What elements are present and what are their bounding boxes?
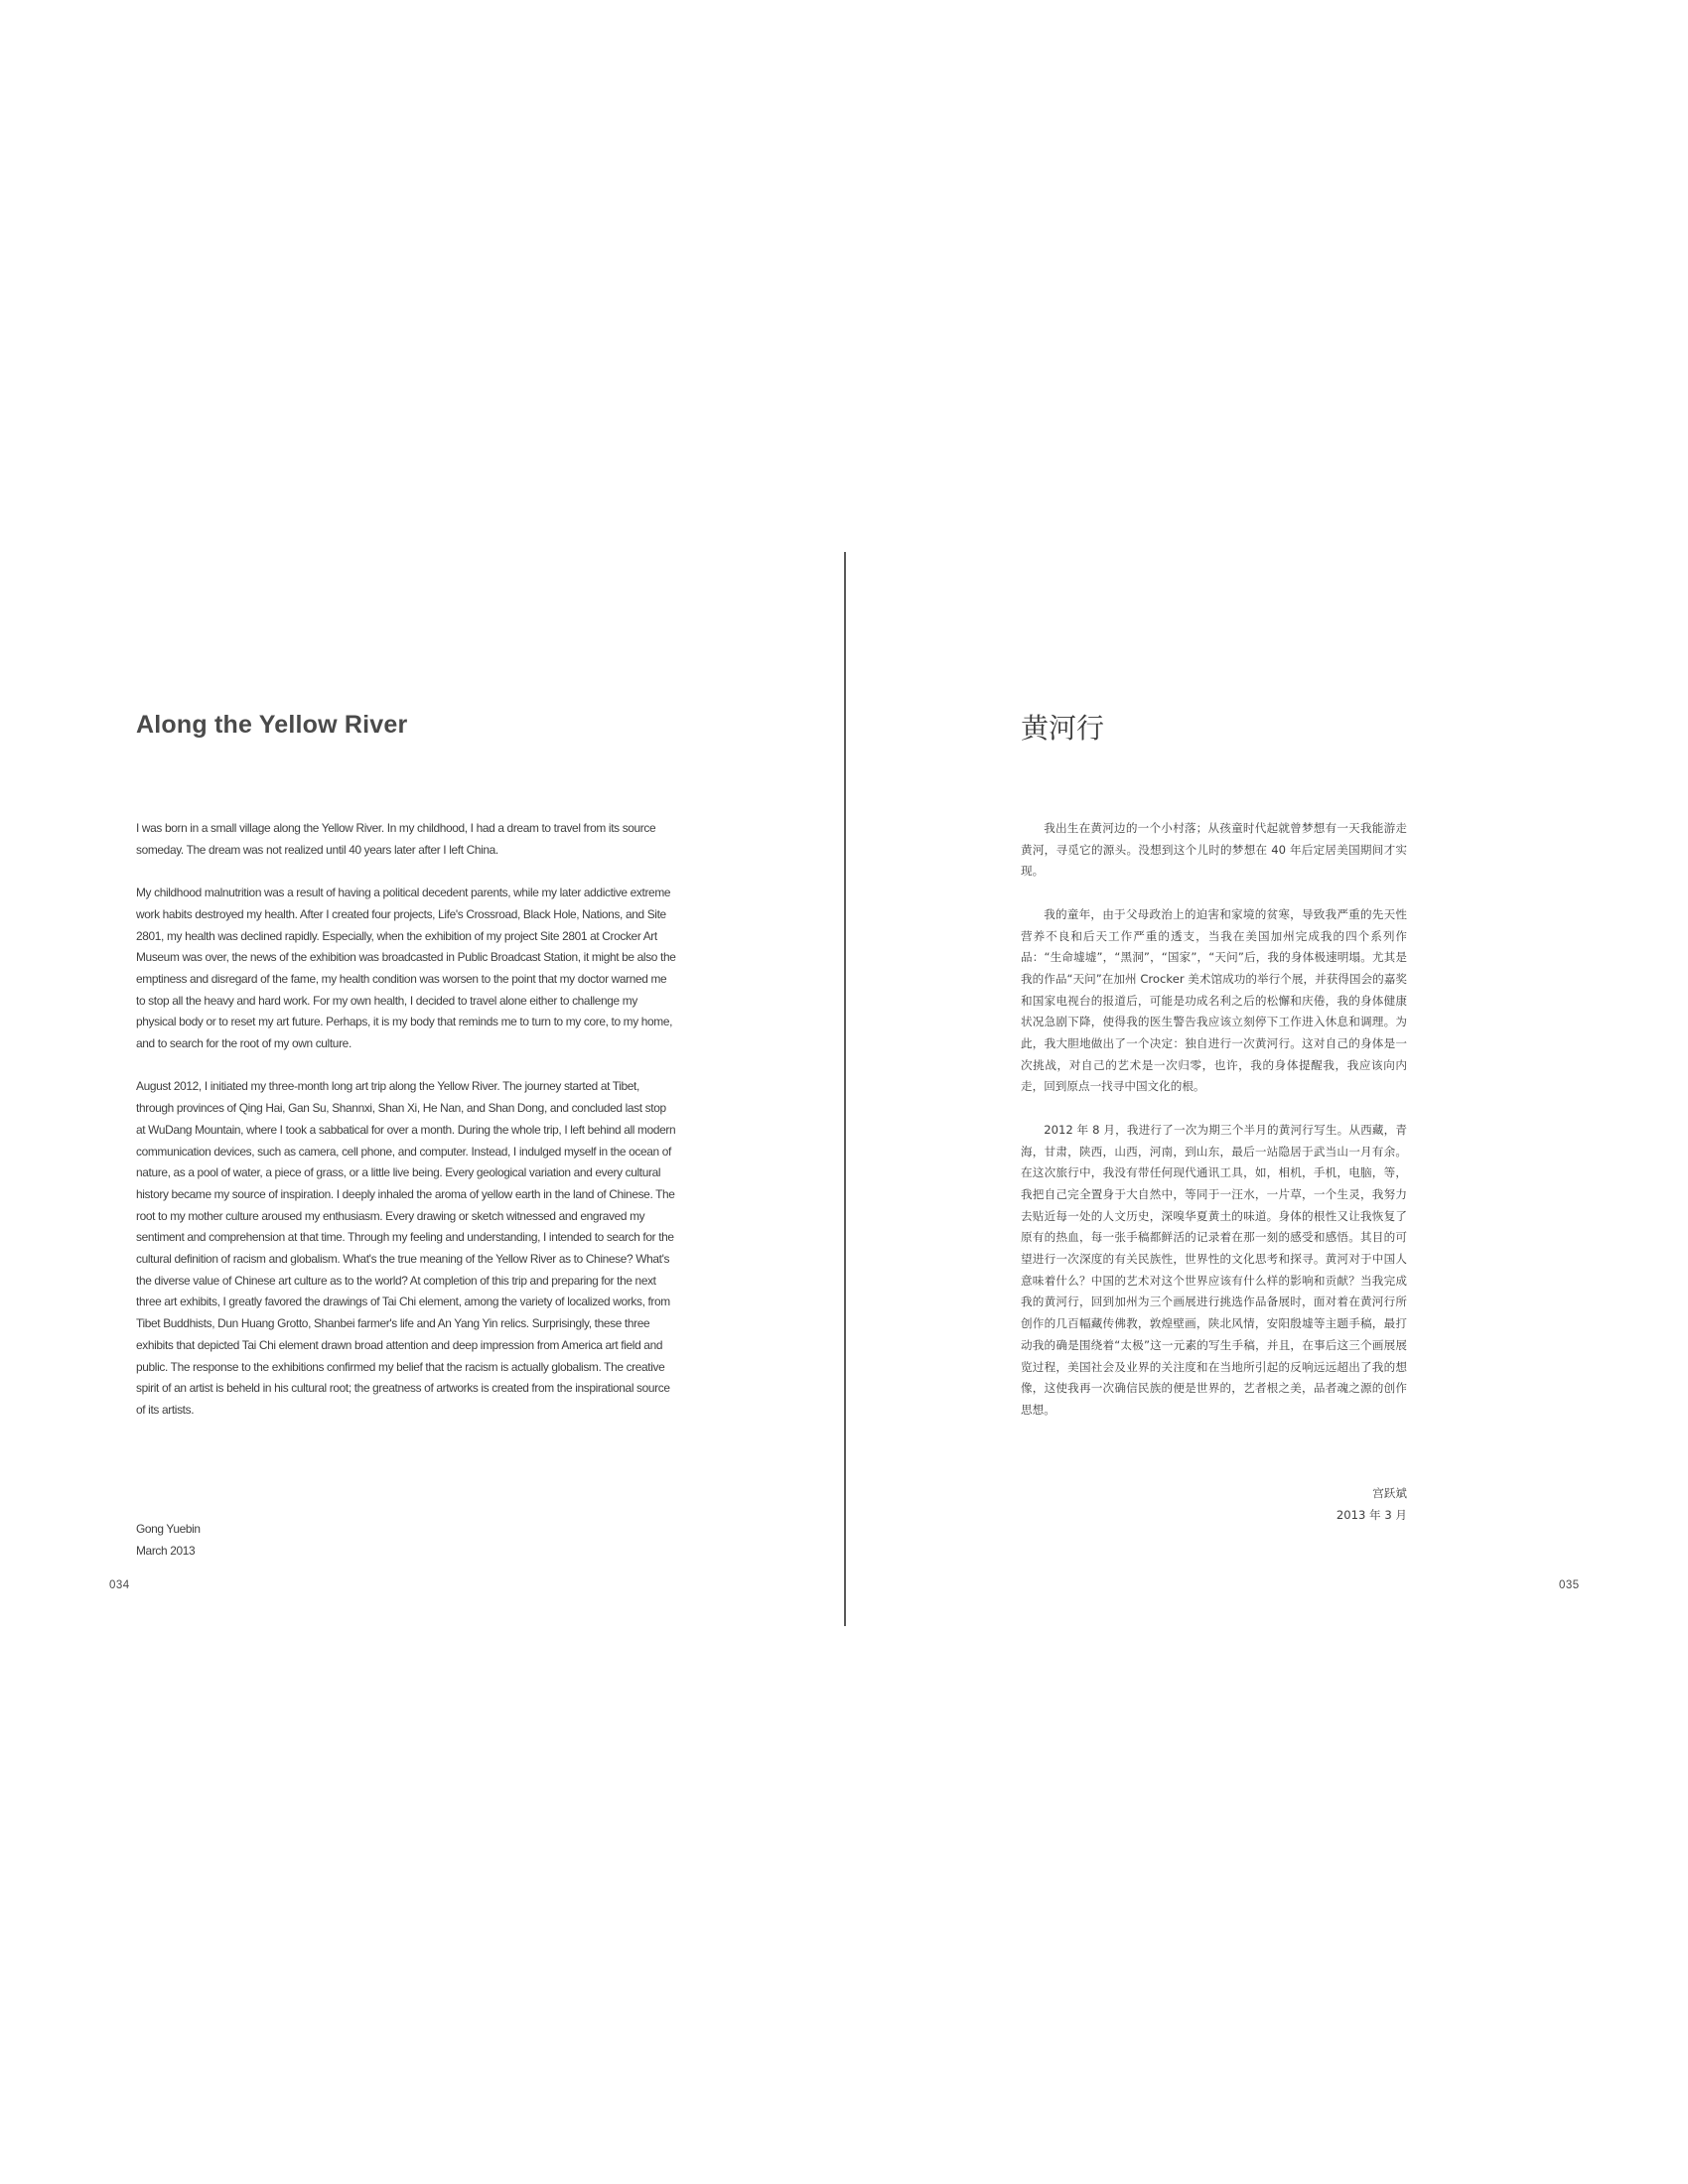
english-paragraph-3: August 2012, I initiated my three-month long art trip along the Yellow River. The journey started at Tibet, through provinces of Qing Hai, Gan Su, Shannxi, Shan Xi, He Nan, and Shan Dong, and concluded last stop at WuDang Mountain, where I took a sabbatical for over a month. During the whole trip, I left behind all modern communication devices, such as camera, cell phone, and computer. Instead, I indulged myself in the ocean of nature, as a pool of water, a piece of grass, or a little live being. Every geological variation and every cultural history became my source of inspiration. I deeply inhaled the aroma of yellow earth in the land of Chinese. The root to my mother culture aroused my enthusiasm. Every drawing or sketch witnessed and engraved my sentiment and comprehension at that time. Through my feeling and understanding, I intended to search for the cultural definition of racism and globalism. What's the true meaning of the Yellow River as to Chinese? What's the diverse value of Chinese art culture as to the world? At completion of this trip and preparing for the next three art exhibits, I greatly favored the drawings of Tai Chi element, among the variety of localized works, from Tibet Buddhists, Dun Huang Grotto, Shanbei farmer's life and An Yang Yin relics. Surprisingly, these three exhibits that depicted Tai Chi element drawn broad attention and deep impression from America art field and public. The response to the exhibitions confirmed my belief that the racism is actually globalism. The creative spirit of an artist is beheld in his cultural root; the greatness of artworks is created from the inspirational source of its artists. (136, 1079, 676, 1417)
english-body-text (136, 818, 677, 1442)
chinese-signature (1021, 1483, 1407, 1526)
right-page (845, 0, 1688, 2184)
date-chinese: 2013 年 3 月 (1336, 1507, 1407, 1522)
page-number-left: 034 (109, 1579, 130, 1591)
english-paragraph-1: I was born in a small village along the Yellow River. In my childhood, I had a dream to travel from its source someday. The dream was not realized until 40 years later after I left China. (136, 821, 656, 857)
left-page (0, 0, 843, 2184)
author-name-english: Gong Yuebin (136, 1522, 201, 1536)
chinese-paragraph-2: 我的童年，由于父母政治上的迫害和家境的贫寒，导致我严重的先天性营养不良和后天工作严重的透支，当我在美国加州完成我的四个系列作品：“生命墟墟”，“黑洞”，“国家”，“天问”后，我的身体极速明塌。尤其是我的作品“天问”在加州 Crocker 美术馆成功的举行个展，并获得国会的嘉奖和国家电视台的报道后，可能是功成名利之后的松懈和庆倦，我的身体健康状况急剧下降，使得我的医生警告我应该立刻停下工作进入休息和调理。为此，我大胆地做出了一个决定：独自进行一次黄河行。这对自己的身体是一次挑战，对自己的艺术是一次归零，也许，我的身体提醒我，我应该向内走，回到原点一找寻中国文化的根。 (1021, 906, 1407, 1094)
page-number-right: 035 (1559, 1579, 1580, 1591)
chinese-paragraph-1: 我出生在黄河边的一个小村落；从孩童时代起就曾梦想有一天我能游走黄河，寻觅它的源头。没想到这个儿时的梦想在 40 年后定居美国期间才实现。 (1021, 821, 1407, 879)
english-signature (136, 1519, 201, 1562)
page-title-english: Along the Yellow River (136, 711, 408, 739)
author-name-chinese: 宫跃斌 (1372, 1486, 1407, 1500)
page-title-chinese: 黄河行 (1021, 712, 1105, 745)
chinese-paragraph-3: 2012 年 8 月，我进行了一次为期三个半月的黄河行写生。从西藏，青海，甘肃，陕西，山西，河南，到山东，最后一站隐居于武当山一月有余。在这次旅行中，我没有带任何现代通讯工具，如，相机，手机，电脑，等，我把自己完全置身于大自然中，等同于一汪水，一片草，一个生灵，我努力去贴近每一处的人文历史，深嗅华夏黄土的味道。身体的根性又让我恢复了原有的热血，每一张手稿都鲜活的记录着在那一刻的感受和感悟。其目的可望进行一次深度的有关民族性，世界性的文化思考和探寻。黄河对于中国人意味着什么？中国的艺术对这个世界应该有什么样的影响和贡献？当我完成我的黄河行，回到加州为三个画展进行挑选作品备展时，面对着在黄河行所创作的几百幅藏传佛教，敦煌壁画，陕北风情，安阳殷墟等主题手稿，最打动我的确是围绕着“太极”这一元素的写生手稿，并且，在事后这三个画展展览过程，美国社会及业界的关注度和在当地所引起的反响远远超出了我的想像，这使我再一次确信民族的便是世界的，艺者根之美，品者魂之源的创作思想。 (1021, 1122, 1407, 1417)
date-english: March 2013 (136, 1543, 196, 1558)
english-paragraph-2: My childhood malnutrition was a result of having a political decedent parents, while my later addictive extreme work habits destroyed my health. After I created four projects, Life's Crossroad, Black Hole, Nations, and Site 2801, my health was declined rapidly. Especially, when the exhibition of my project Site 2801 at Crocker Art Museum was over, the news of the exhibition was broadcasted in Public Broadcast Station, it might be also the emptiness and disregard of the fame, my health condition was worsen to the point that my doctor warned me to stop all the heavy and hard work. For my own health, I decided to travel alone either to challenge my physical body or to reset my art future. Perhaps, it is my body that reminds me to turn to my core, to my home, and to search for the root of my own culture. (136, 886, 676, 1051)
chinese-body-text (1021, 818, 1407, 1442)
